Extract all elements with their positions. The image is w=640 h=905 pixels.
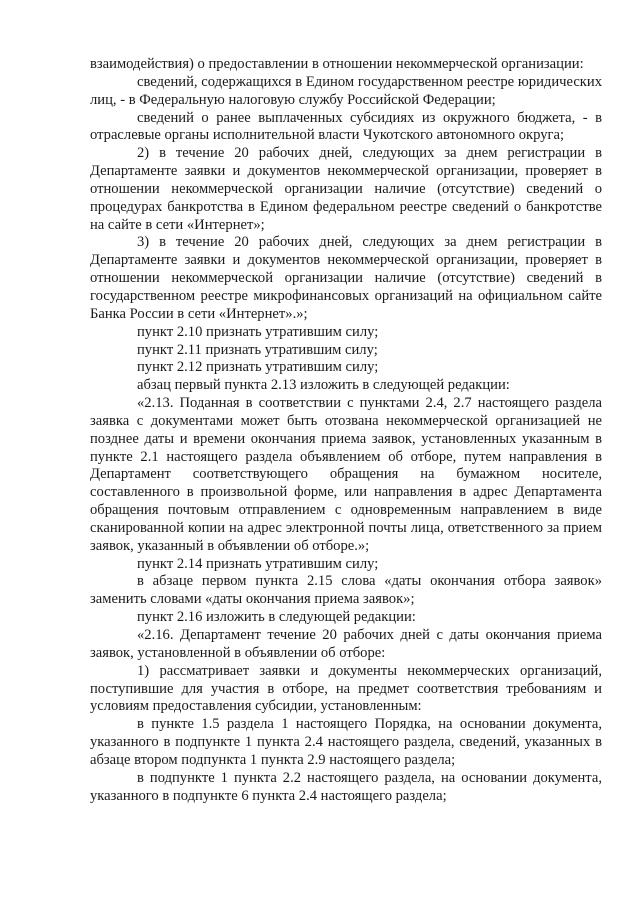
paragraph-5: пункт 2.10 признать утратившим силу; <box>137 323 379 340</box>
paragraph-6: пункт 2.11 признать утратившим силу; <box>137 341 378 358</box>
paragraph-11: в абзаце первом пункта 2.15 слова «даты окончания отбора заявок» заменить словами «даты окончания приема заявок»; <box>90 573 602 608</box>
paragraph-16: в подпункте 1 пункта 2.2 настоящего раздела, на основании документа, указанного в подпункте 6 пункта 2.4 настоящего раздела; <box>90 769 602 804</box>
paragraph-0: взаимодействия) о предоставлении в отношении некоммерческой организации: <box>90 56 584 72</box>
paragraph-14: 1) рассматривает заявки и документы некоммерческих организаций, поступившие для участия в отборе, на предмет соответствия требованиям и условиям предоставления субсидии, установленным: <box>90 662 602 715</box>
paragraph-9: «2.13. Поданная в соответствии с пунктами 2.4, 2.7 настоящего раздела заявка с документами может быть отозвана некоммерческой организацией не позднее даты и времени окончания приема заявок, установленных указанным в пункте 2.1 настоящего раздела объявлением об отборе, путем направления в Департамент соответствующего обращения на бумажном носителе, составленного в произвольной форме, или направления в адрес Департамента обращения почтовым отправлением с одновременным направлением в виде сканированной копии на адрес электронной почты лица, ответственного за прием заявок, указанный в объявлении об отборе.»; <box>90 395 602 554</box>
document-body <box>90 56 602 805</box>
paragraph-1: сведений, содержащихся в Едином государственном реестре юридических лиц, - в Федеральную налоговую службу Российской Федерации; <box>90 73 602 108</box>
paragraph-7: пункт 2.12 признать утратившим силу; <box>137 359 379 376</box>
paragraph-2: сведений о ранее выплаченных субсидиях из окружного бюджета, - в отраслевые органы исполнительной власти Чукотского автономного округа; <box>90 109 602 144</box>
paragraph-8: абзац первый пункта 2.13 изложить в следующей редакции: <box>137 377 510 394</box>
paragraph-10: пункт 2.14 признать утратившим силу; <box>137 555 379 572</box>
paragraph-13: «2.16. Департамент течение 20 рабочих дней с даты окончания приема заявок, установленной в объявлении об отборе: <box>90 627 602 661</box>
paragraph-4: 3) в течение 20 рабочих дней, следующих за днем регистрации в Департаменте заявки и документов некоммерческой организации, проверяет в отношении некоммерческой организации наличие (отсутствие) сведений в государственном реестре микрофинансовых организаций на официальном сайте Банка России в сети «Интернет».»; <box>90 234 602 322</box>
paragraph-12: пункт 2.16 изложить в следующей редакции: <box>137 609 416 626</box>
paragraph-3: 2) в течение 20 рабочих дней, следующих за днем регистрации в Департаменте заявки и документов некоммерческой организации, проверяет в отношении некоммерческой организации наличие (отсутствие) сведений о процедурах банкротства в Едином федеральном реестре сведений о банкротстве на сайте в сети «Интернет»; <box>90 145 602 233</box>
paragraph-15: в пункте 1.5 раздела 1 настоящего Порядка, на основании документа, указанного в подпункте 1 пункта 2.4 настоящего раздела, сведений, указанных в абзаце втором подпункта 1 пункта 2.9 настоящего раздела; <box>90 716 602 768</box>
